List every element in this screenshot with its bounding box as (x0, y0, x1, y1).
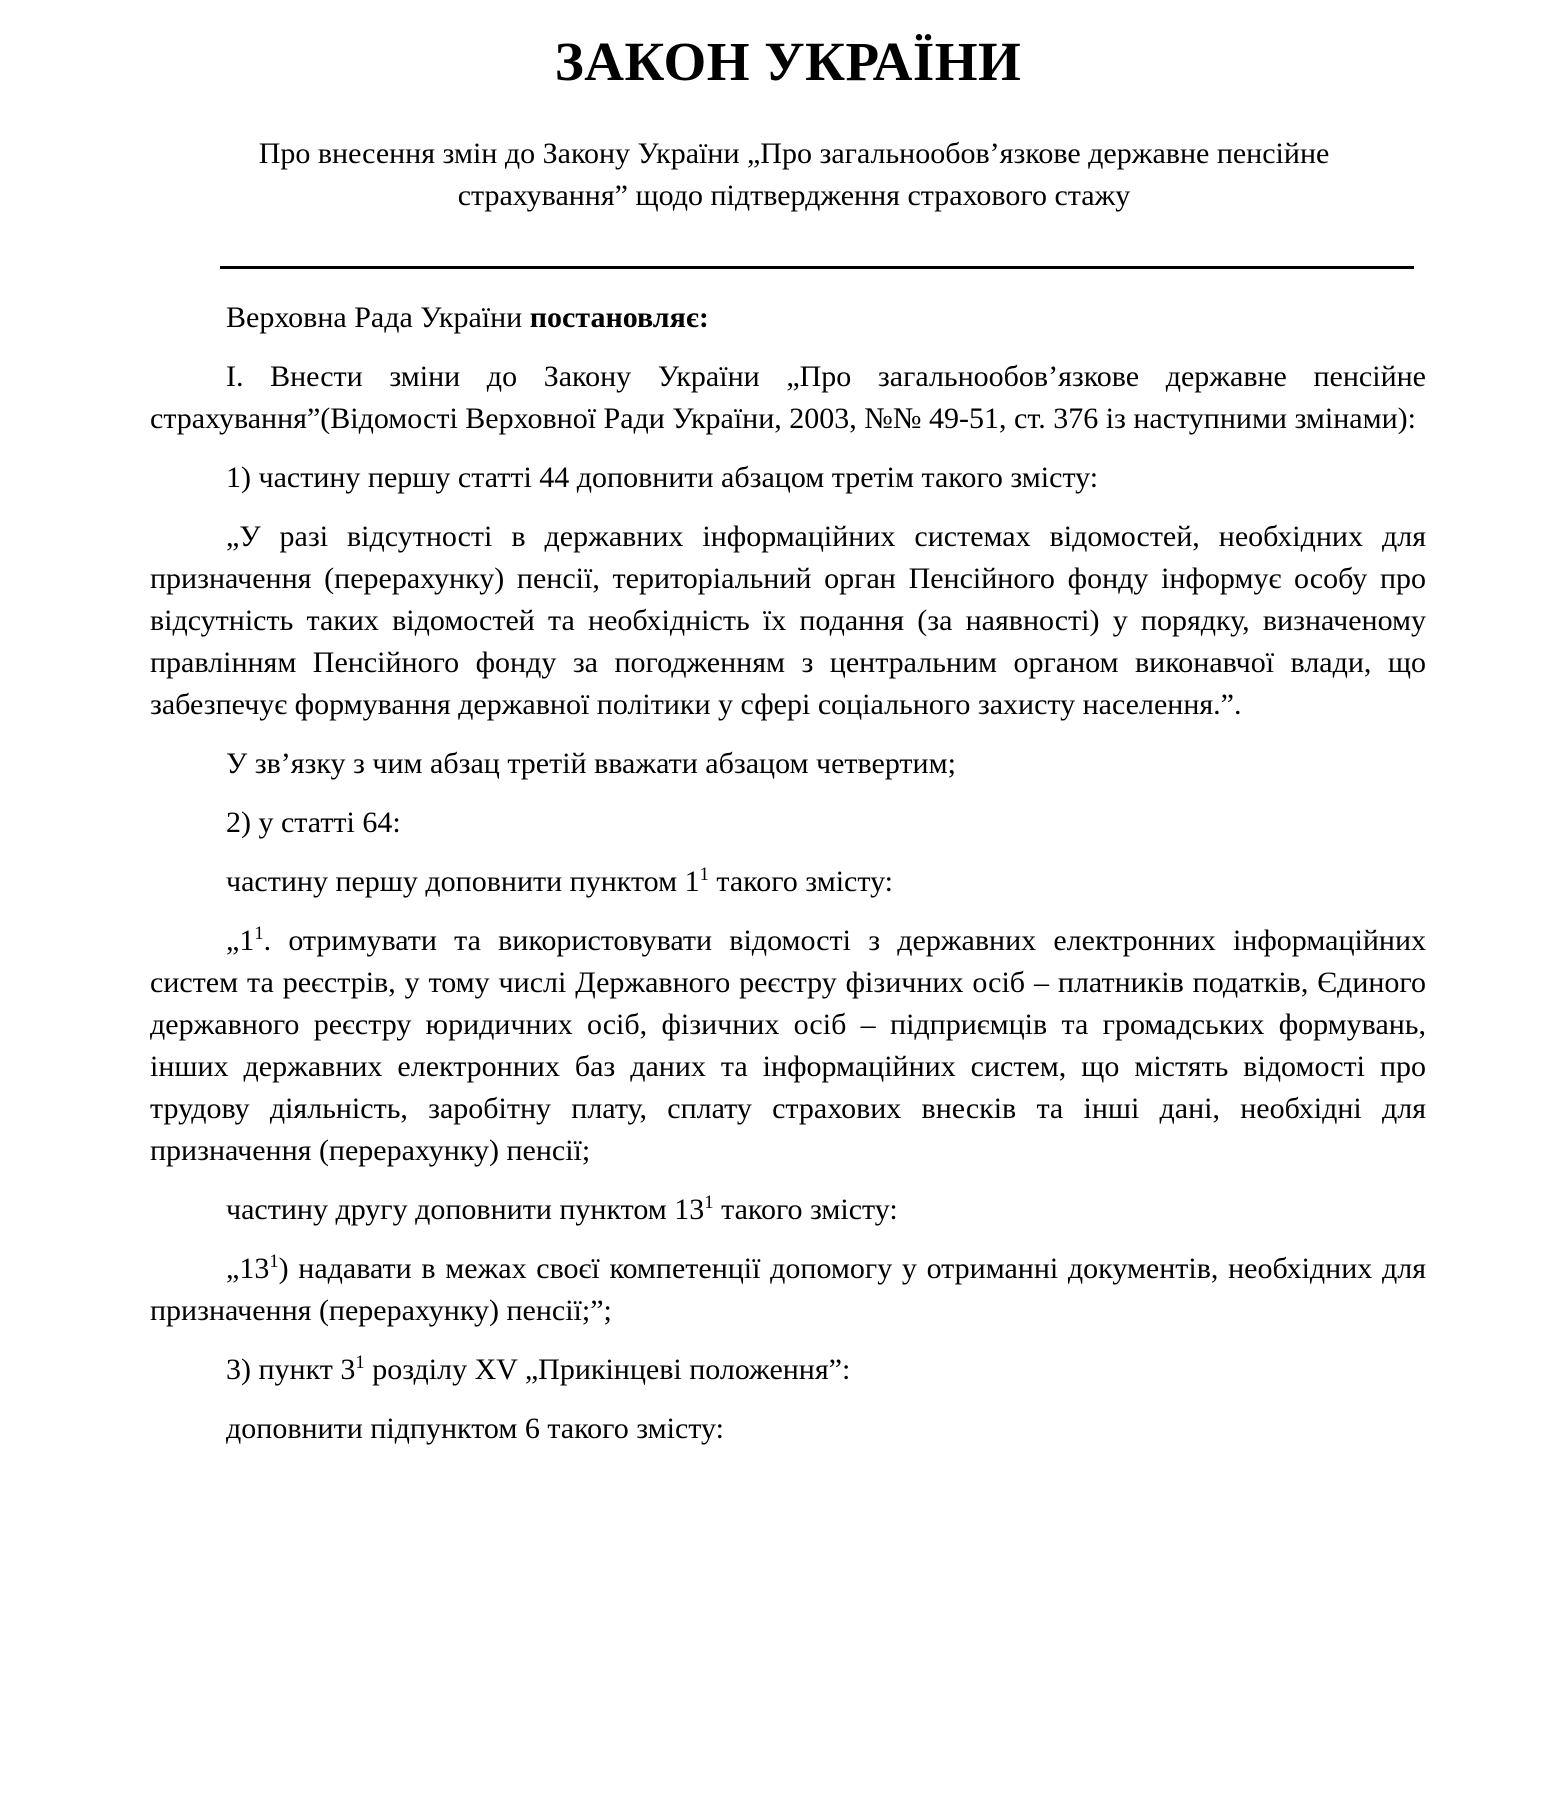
horizontal-rule (220, 266, 1414, 269)
paragraph-part-two-lead (150, 1189, 1426, 1231)
item-3-after: розділу XV „Прикінцеві положення”: (364, 1352, 851, 1386)
superscript-numeral: 1 (269, 1250, 279, 1272)
paragraph-part-one-lead (150, 861, 1426, 903)
paragraph-add-subpoint-6: доповнити підпунктом 6 такого змісту: (226, 1411, 724, 1445)
paragraph-item-3 (150, 1349, 1426, 1391)
enacting-clause-bold: постановляє: (529, 300, 709, 334)
paragraph-renumber-note: У зв’язку з чим абзац третій вважати абзацом четвертим; (226, 746, 956, 780)
paragraph-quote-point-1-1 (150, 920, 1426, 1172)
paragraph-item-1: 1) частину першу статті 44 доповнити абзацом третім такого змісту: (226, 460, 1099, 494)
part-one-lead-after: такого змісту: (708, 864, 894, 898)
page-title: ЗАКОН УКРАЇНИ (554, 31, 1022, 92)
part-two-lead-after: такого змісту: (713, 1192, 898, 1226)
paragraph-quote-point-13-1 (150, 1248, 1426, 1332)
quote-point-13-1-after: ) надавати в межах своєї компетенції допомогу у отриманні документів, необхідних для призначення (перерахунку) пенсії;”; (150, 1251, 1426, 1327)
part-one-lead-before: частину першу доповнити пунктом 1 (226, 864, 700, 898)
superscript-numeral: 1 (254, 922, 264, 944)
item-3-before: 3) пункт 3 (226, 1352, 356, 1386)
enacting-clause-lead: Верховна Рада України (226, 300, 530, 334)
document-subtitle: Про внесення змін до Закону України „Про загальнообов’язкове державне пенсійне страхування” щодо підтвердження страхового стажу (258, 136, 1330, 213)
quote-point-1-1-after: . отримувати та використовувати відомості з державних електронних інформаційних систем та реєстрів, у тому числі Державного реєстру фізичних осіб – платників податків, Єдиного державного реєстру юридичних осіб, фізичних осіб – підприємців та громадських формувань, інших державних електронних баз даних та інформаційних систем, що містять відомості про трудову діяльність, заробітну плату, сплату страхових внесків та інші дані, необхідні для призначення (перерахунку) пенсії; (150, 923, 1426, 1167)
paragraph-quote-article-44: „У разі відсутності в державних інформаційних системах відомостей, необхідних для призначення (перерахунку) пенсії, територіальний орган Пенсійного фонду інформує особу про відсутність таких відомостей та необхідність їх подання (за наявності) у порядку, визначеному правлінням Пенсійного фонду за погодженням з центральним органом виконавчої влади, що забезпечує формування державної політики у сфері соціального захисту населення.”. (150, 519, 1426, 721)
quote-point-13-1-before: „13 (226, 1251, 270, 1285)
paragraph-section-i: I. Внести зміни до Закону України „Про загальнообов’язкове державне пенсійне страхування”(Відомості Верховної Ради України, 2003, №№ 49-51, ст. 376 із наступними змінами): (150, 359, 1426, 435)
paragraph-item-2: 2) у статті 64: (226, 805, 401, 839)
document-body (150, 297, 1426, 1450)
superscript-numeral: 1 (699, 863, 709, 885)
superscript-numeral: 1 (704, 1191, 714, 1213)
quote-point-1-1-before: „1 (226, 923, 255, 957)
paragraph-enacting-clause (150, 297, 1426, 339)
divider (150, 266, 1426, 269)
part-two-lead-before: частину другу доповнити пунктом 13 (226, 1192, 705, 1226)
superscript-numeral: 1 (355, 1351, 365, 1373)
